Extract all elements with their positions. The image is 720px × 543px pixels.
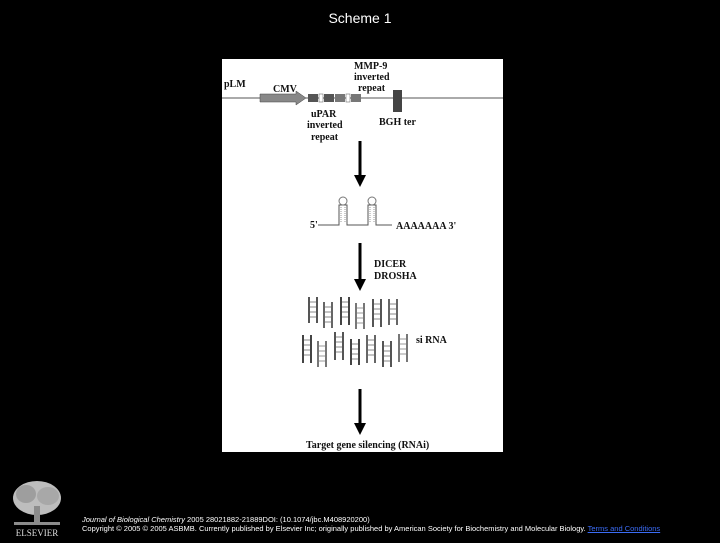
mmp9-repeat-right [351,94,361,102]
arrow-head-2 [354,279,366,291]
plasmid-label: pLM [224,79,246,90]
citation-details: 2005 28021882-21889DOI: (10.1074/jbc.M408920200) [184,515,370,524]
target-silencing-label: Target gene silencing (RNAi) [306,440,430,451]
upar-repeat-left [308,94,318,102]
citation-block [82,515,718,533]
terms-link[interactable]: Terms and Conditions [587,524,661,533]
upar-label-line1: uPAR [311,109,337,120]
hairpin-loop-1 [339,197,347,205]
upar-repeat-loop [319,94,323,102]
sirna-duplex [350,339,360,365]
sirna-duplex [382,341,392,367]
mmp9-repeat-loop [346,94,350,102]
sirna-label: si RNA [416,335,447,346]
bgh-terminator [393,90,402,112]
polya-label: AAAAAAA 3' [396,221,457,232]
sirna-duplex [355,303,365,329]
drosha-label: DROSHA [374,271,417,282]
sirna-duplex [388,299,398,325]
bgh-label: BGH ter [379,117,416,128]
mmp9-label-line3: repeat [358,83,386,94]
journal-name: Journal of Biological Chemistry [82,515,185,524]
sirna-duplex [372,299,382,327]
sirna-duplex [334,332,344,360]
sirna-duplex [308,297,318,323]
sirna-duplex [398,334,408,362]
scheme-figure [222,59,503,452]
sirna-duplex [317,341,327,367]
mrna-with-hairpins [318,205,392,225]
cmv-label: CMV [273,84,297,95]
sirna-duplex [366,335,376,363]
upar-label-line2: inverted [307,120,343,131]
five-prime-label: 5' [310,220,318,231]
hairpin-loop-2 [368,197,376,205]
arrow-head-1 [354,175,366,187]
slide-title: Scheme 1 [328,10,392,26]
sirna-duplex [323,302,333,328]
sirna-duplex [340,297,350,325]
dicer-label: DICER [374,259,407,270]
elsevier-wordmark: ELSEVIER [15,528,59,538]
sirna-duplex [302,335,312,363]
upar-label-line3: repeat [311,132,339,143]
arrow-head-3 [354,423,366,435]
elsevier-logo [6,478,68,538]
scheme-diagram [222,59,503,452]
mmp9-repeat-left [335,94,345,102]
mmp9-label-line1: MMP-9 [354,61,388,72]
upar-repeat-right [324,94,334,102]
copyright-text: Copyright © 2005 © 2005 ASBMB. Currently published by Elsevier Inc; originally published by American Society for Biochemistry and Molecular Biology. [82,524,586,533]
elsevier-tree-icon [6,478,68,538]
mmp9-label-line2: inverted [354,72,390,83]
sirna-duplexes [302,297,408,367]
